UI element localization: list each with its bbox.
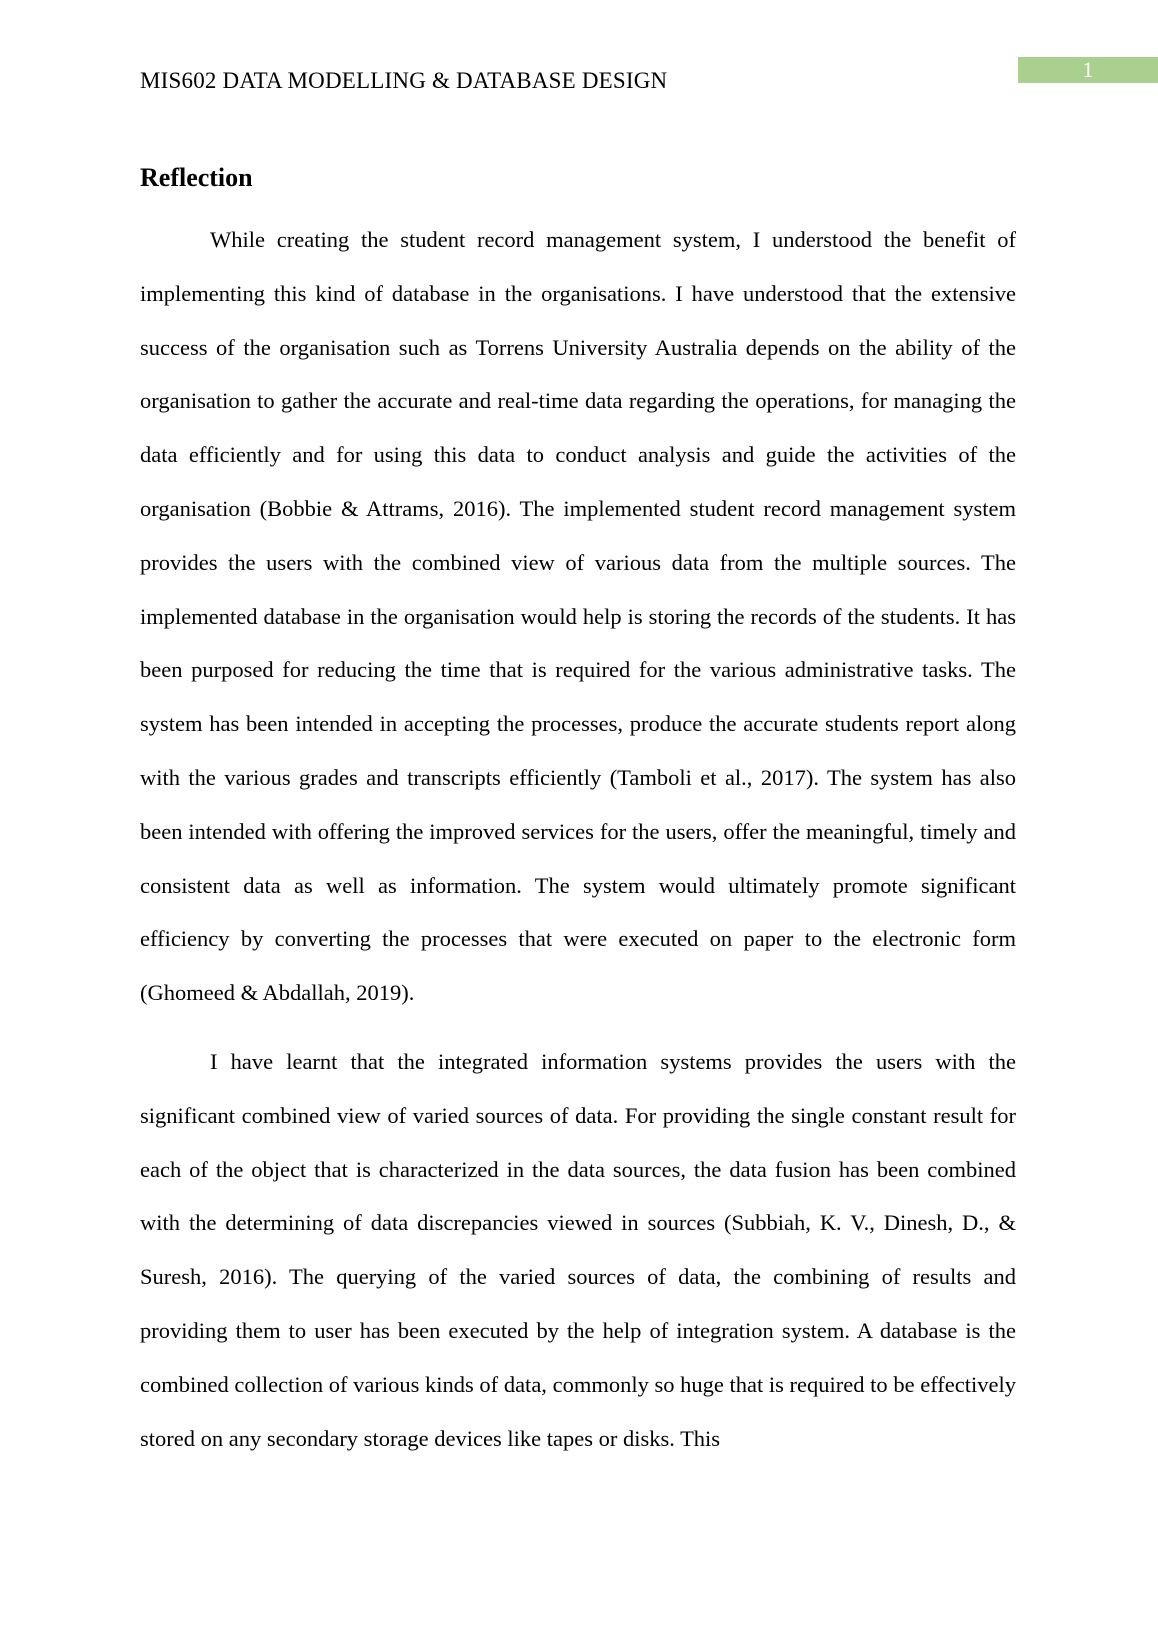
page-number-box [1018,57,1158,83]
running-header: MIS602 DATA MODELLING & DATABASE DESIGN [140,68,668,93]
page-number: 1 [1082,57,1094,82]
section-heading: Reflection [140,163,253,192]
paragraph-1: While creating the student record management system, I understood the benefit of implementing this kind of database in the organisations. I have understood that the extensive success of the organisation such as Torrens University Australia depends on the ability of the organisation to gather the accurate and real-time data regarding the operations, for managing the data efficiently and for using this data to conduct analysis and guide the activities of the organisation (Bobbie & Attrams, 2016). The implemented student record management system provides the users with the combined view of various data from the multiple sources. The implemented database in the organisation would help is storing the records of the students. It has been purposed for reducing the time that is required for the various administrative tasks. The system has been intended in accepting the processes, produce the accurate students report along with the various grades and transcripts efficiently (Tamboli et al., 2017). The system has also been intended with offering the improved services for the users, offer the meaningful, timely and consistent data as well as information. The system would ultimately promote significant efficiency by converting the processes that were executed on paper to the electronic form (Ghomeed & Abdallah, 2019). [140,227,1016,1006]
paragraph-2: I have learnt that the integrated information systems provides the users with the significant combined view of varied sources of data. For providing the single constant result for each of the object that is characterized in the data sources, the data fusion has been combined with the determining of data discrepancies viewed in sources (Subbiah, K. V., Dinesh, D., & Suresh, 2016). The querying of the varied sources of data, the combining of results and providing them to user has been executed by the help of integration system. A database is the combined collection of various kinds of data, commonly so huge that is required to be effectively stored on any secondary storage devices like tapes or disks. This [140,1048,1016,1451]
body-text [140,213,1016,1465]
